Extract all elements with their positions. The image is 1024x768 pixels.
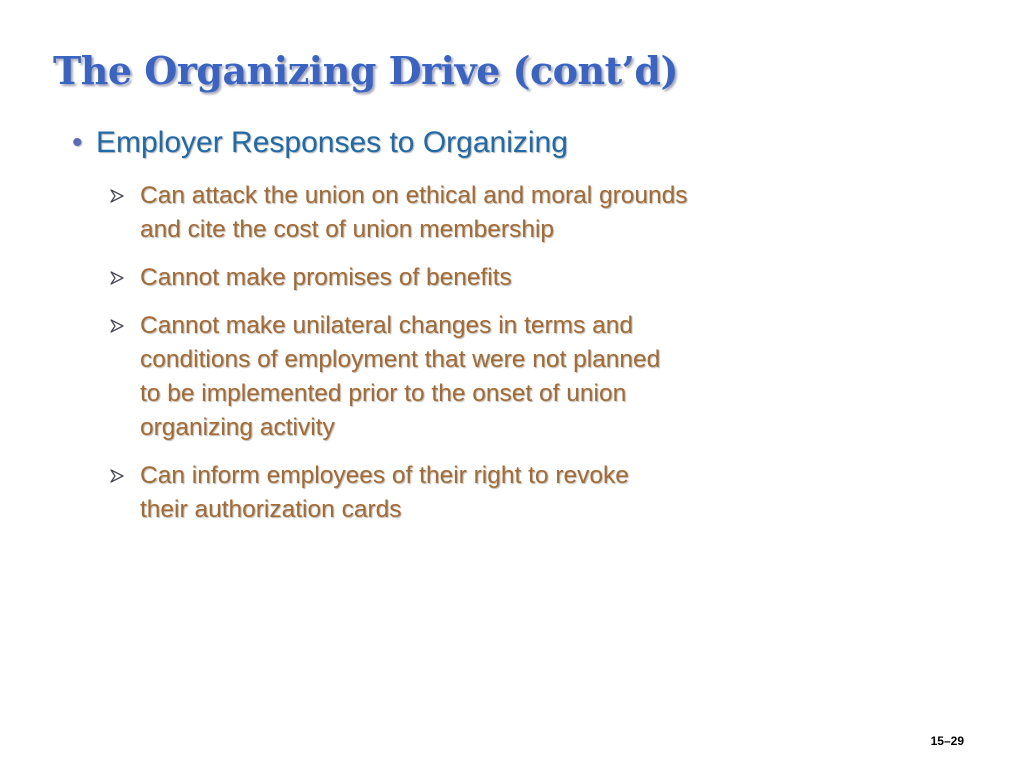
bullet-marker: • bbox=[72, 126, 83, 159]
sub-bullet-line: their authorization cards bbox=[140, 496, 402, 523]
sub-bullet-item bbox=[108, 459, 629, 527]
sub-bullet-line: Cannot make promises of benefits bbox=[140, 264, 512, 291]
arrowhead-bullet-icon bbox=[108, 309, 130, 343]
arrowhead-bullet-icon bbox=[108, 459, 130, 493]
sub-bullet-line: organizing activity bbox=[140, 414, 335, 441]
arrowhead-bullet-icon bbox=[108, 179, 130, 213]
arrowhead-bullet-icon bbox=[108, 261, 130, 295]
bullet-item bbox=[72, 126, 568, 160]
sub-bullet-item bbox=[108, 261, 512, 295]
sub-bullet-line: Can inform employees of their right to revoke bbox=[140, 462, 629, 489]
sub-bullet-line: Cannot make unilateral changes in terms and bbox=[140, 312, 634, 339]
sub-bullet-item bbox=[108, 179, 688, 247]
sub-bullet-item bbox=[108, 309, 660, 445]
sub-bullet-line: to be implemented prior to the onset of union bbox=[140, 380, 627, 407]
slide-title: The Organizing Drive (cont’d) bbox=[53, 48, 678, 93]
bullet-text: Employer Responses to Organizing bbox=[96, 126, 568, 159]
sub-bullet-line: Can attack the union on ethical and moral grounds bbox=[140, 182, 688, 209]
sub-bullet-line: conditions of employment that were not planned bbox=[140, 346, 661, 373]
sub-bullet-line: and cite the cost of union membership bbox=[140, 216, 555, 243]
page-number: 15–29 bbox=[930, 734, 964, 748]
